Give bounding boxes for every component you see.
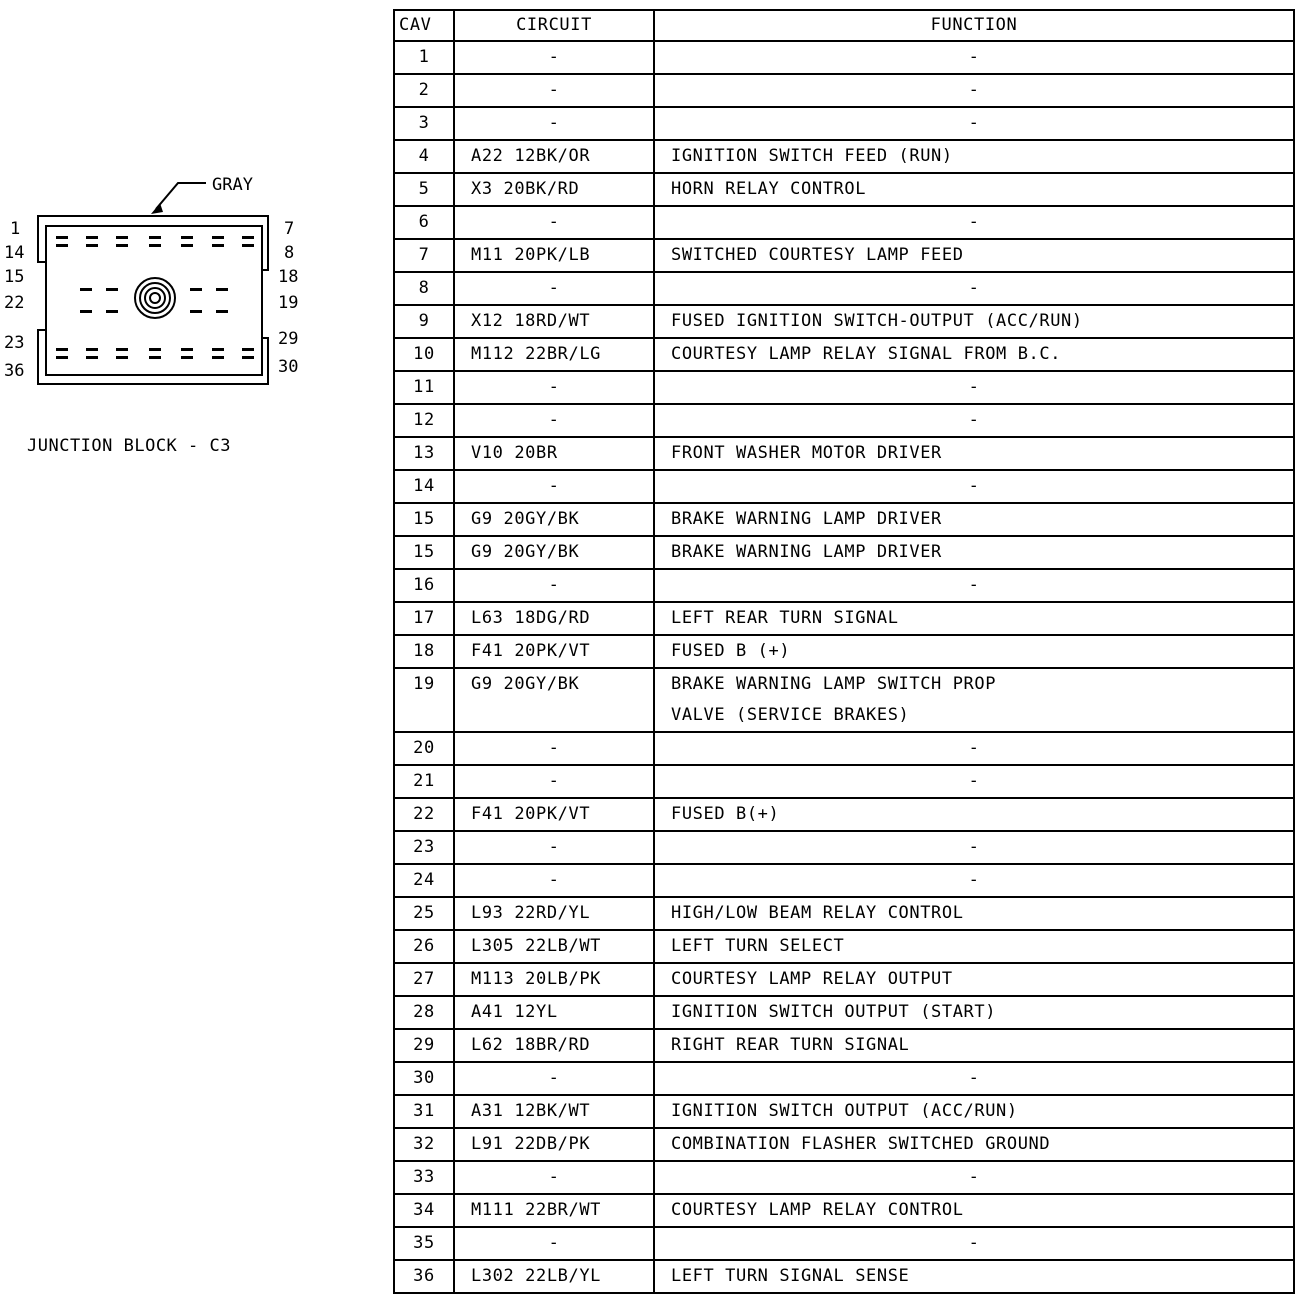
function-text: - <box>968 377 980 397</box>
cell-function <box>654 338 1294 371</box>
cell-cav: 36 <box>394 1260 454 1293</box>
cell-cav: 3 <box>394 107 454 140</box>
cell-circuit: - <box>454 831 654 864</box>
cell-cav: 31 <box>394 1095 454 1128</box>
table-row <box>394 1062 1294 1095</box>
function-text: LEFT TURN SIGNAL SENSE <box>671 1266 910 1286</box>
pin-label-22: 22 <box>4 293 25 313</box>
cell-function <box>654 831 1294 864</box>
table-row <box>394 1095 1294 1128</box>
cell-cav: 34 <box>394 1194 454 1227</box>
cell-function <box>654 635 1294 668</box>
function-text: FUSED B (+) <box>671 641 791 661</box>
function-text: RIGHT REAR TURN SIGNAL <box>671 1035 910 1055</box>
cell-cav: 12 <box>394 404 454 437</box>
cell-cav: 22 <box>394 798 454 831</box>
table-row <box>394 1128 1294 1161</box>
cell-function <box>654 1128 1294 1161</box>
function-text: - <box>968 476 980 496</box>
cell-function <box>654 668 1294 732</box>
pin-label-18: 18 <box>278 267 299 287</box>
cell-cav: 15 <box>394 536 454 569</box>
pin-label-15: 15 <box>4 267 25 287</box>
cell-cav: 11 <box>394 371 454 404</box>
cell-circuit: L305 22LB/WT <box>454 930 654 963</box>
cell-circuit: - <box>454 569 654 602</box>
function-text: - <box>968 1233 980 1253</box>
cell-cav: 14 <box>394 470 454 503</box>
cell-function <box>654 140 1294 173</box>
cell-cav: 29 <box>394 1029 454 1062</box>
terminal-row-bottom <box>56 348 254 359</box>
cell-function <box>654 1194 1294 1227</box>
function-text: - <box>968 212 980 232</box>
cell-circuit: - <box>454 371 654 404</box>
function-text: IGNITION SWITCH OUTPUT (ACC/RUN) <box>671 1101 1018 1121</box>
cell-circuit: - <box>454 404 654 437</box>
cell-cav: 7 <box>394 239 454 272</box>
function-text: HORN RELAY CONTROL <box>671 179 867 199</box>
pinout-table <box>393 9 1295 1294</box>
cell-function <box>654 1227 1294 1260</box>
cell-function <box>654 1095 1294 1128</box>
table-row <box>394 404 1294 437</box>
table-row <box>394 41 1294 74</box>
cell-cav: 19 <box>394 668 454 732</box>
function-text: BRAKE WARNING LAMP DRIVER <box>671 509 942 529</box>
table-row <box>394 371 1294 404</box>
cell-cav: 6 <box>394 206 454 239</box>
table-row <box>394 107 1294 140</box>
function-text: - <box>968 837 980 857</box>
cell-circuit: F41 20PK/VT <box>454 635 654 668</box>
cell-circuit: - <box>454 1227 654 1260</box>
table-row <box>394 470 1294 503</box>
function-text: COMBINATION FLASHER SWITCHED GROUND <box>671 1134 1051 1154</box>
cell-circuit: M11 20PK/LB <box>454 239 654 272</box>
table-row <box>394 338 1294 371</box>
table-row <box>394 668 1294 732</box>
pin-label-19: 19 <box>278 293 299 313</box>
table-row <box>394 239 1294 272</box>
function-text: LEFT TURN SELECT <box>671 936 845 956</box>
cell-circuit: F41 20PK/VT <box>454 798 654 831</box>
cell-cav: 32 <box>394 1128 454 1161</box>
cell-function <box>654 404 1294 437</box>
terminal-row-middle <box>80 288 228 313</box>
terminal-row-top <box>56 236 254 247</box>
function-text: - <box>968 771 980 791</box>
cell-circuit: - <box>454 732 654 765</box>
cell-circuit: M112 22BR/LG <box>454 338 654 371</box>
table-row <box>394 140 1294 173</box>
cell-function <box>654 930 1294 963</box>
cell-function <box>654 41 1294 74</box>
table-row <box>394 864 1294 897</box>
cell-function <box>654 798 1294 831</box>
table-row <box>394 732 1294 765</box>
table-row <box>394 305 1294 338</box>
table-row <box>394 272 1294 305</box>
table-row <box>394 1029 1294 1062</box>
cell-function <box>654 602 1294 635</box>
cell-function <box>654 1029 1294 1062</box>
cell-cav: 35 <box>394 1227 454 1260</box>
function-text: IGNITION SWITCH FEED (RUN) <box>671 146 953 166</box>
function-text: FUSED IGNITION SWITCH-OUTPUT (ACC/RUN) <box>671 311 1083 331</box>
pin-label-30: 30 <box>278 357 299 377</box>
cell-cav: 23 <box>394 831 454 864</box>
function-text: FUSED B(+) <box>671 804 780 824</box>
table-row <box>394 930 1294 963</box>
cell-circuit: L62 18BR/RD <box>454 1029 654 1062</box>
cell-function <box>654 305 1294 338</box>
cell-function <box>654 1062 1294 1095</box>
cell-cav: 13 <box>394 437 454 470</box>
pin-label-36: 36 <box>4 361 25 381</box>
cell-circuit: A31 12BK/WT <box>454 1095 654 1128</box>
center-bolt-icon <box>135 278 175 318</box>
function-text: - <box>968 738 980 758</box>
function-text: - <box>968 575 980 595</box>
pin-label-23: 23 <box>4 333 25 353</box>
cell-cav: 25 <box>394 897 454 930</box>
cell-circuit: - <box>454 272 654 305</box>
function-text: - <box>968 1068 980 1088</box>
header-circuit: CIRCUIT <box>454 10 654 41</box>
table-row <box>394 635 1294 668</box>
table-row <box>394 173 1294 206</box>
cell-circuit: - <box>454 470 654 503</box>
cell-function <box>654 569 1294 602</box>
cell-circuit: - <box>454 1161 654 1194</box>
cell-circuit: - <box>454 1062 654 1095</box>
cell-circuit: - <box>454 206 654 239</box>
cell-function <box>654 206 1294 239</box>
table-row <box>394 536 1294 569</box>
table-row <box>394 765 1294 798</box>
cell-circuit: - <box>454 41 654 74</box>
cell-cav: 17 <box>394 602 454 635</box>
cell-function <box>654 503 1294 536</box>
table-row <box>394 569 1294 602</box>
cell-cav: 30 <box>394 1062 454 1095</box>
cell-function <box>654 272 1294 305</box>
cell-cav: 33 <box>394 1161 454 1194</box>
cell-circuit: L93 22RD/YL <box>454 897 654 930</box>
table-row <box>394 74 1294 107</box>
pin-label-7: 7 <box>284 219 295 239</box>
cell-cav: 9 <box>394 305 454 338</box>
cell-function <box>654 470 1294 503</box>
cell-cav: 4 <box>394 140 454 173</box>
cell-cav: 5 <box>394 173 454 206</box>
cell-function <box>654 74 1294 107</box>
function-text: COURTESY LAMP RELAY CONTROL <box>671 1200 964 1220</box>
table-row <box>394 996 1294 1029</box>
table-row <box>394 798 1294 831</box>
cell-circuit: A41 12YL <box>454 996 654 1029</box>
cell-circuit: - <box>454 765 654 798</box>
cell-function <box>654 371 1294 404</box>
pin-label-14: 14 <box>4 243 25 263</box>
cell-function <box>654 1260 1294 1293</box>
function-text: - <box>968 870 980 890</box>
cell-cav: 1 <box>394 41 454 74</box>
cell-cav: 21 <box>394 765 454 798</box>
function-text: SWITCHED COURTESY LAMP FEED <box>671 245 964 265</box>
pin-label-29: 29 <box>278 329 299 349</box>
table-row <box>394 437 1294 470</box>
pin-label-1: 1 <box>10 219 21 239</box>
function-text: - <box>968 113 980 133</box>
cell-circuit: G9 20GY/BK <box>454 668 654 732</box>
table-row <box>394 1227 1294 1260</box>
cell-circuit: X12 18RD/WT <box>454 305 654 338</box>
cell-circuit: G9 20GY/BK <box>454 503 654 536</box>
cell-circuit: L91 22DB/PK <box>454 1128 654 1161</box>
cell-function <box>654 536 1294 569</box>
cell-function <box>654 732 1294 765</box>
pin-label-8: 8 <box>284 243 295 263</box>
function-text: IGNITION SWITCH OUTPUT (START) <box>671 1002 997 1022</box>
cell-circuit: - <box>454 864 654 897</box>
cell-circuit: M111 22BR/WT <box>454 1194 654 1227</box>
function-text: - <box>968 47 980 67</box>
cell-function <box>654 107 1294 140</box>
table-row <box>394 1260 1294 1293</box>
cell-cav: 10 <box>394 338 454 371</box>
cell-cav: 26 <box>394 930 454 963</box>
cell-function <box>654 765 1294 798</box>
function-text: BRAKE WARNING LAMP SWITCH PROP <box>671 674 997 694</box>
table-row <box>394 1194 1294 1227</box>
cell-circuit: L302 22LB/YL <box>454 1260 654 1293</box>
cell-function <box>654 1161 1294 1194</box>
header-cav: CAV <box>394 10 454 41</box>
table-row <box>394 206 1294 239</box>
color-label-arrowhead <box>151 203 163 214</box>
cell-function <box>654 173 1294 206</box>
function-text: COURTESY LAMP RELAY OUTPUT <box>671 969 953 989</box>
cell-function <box>654 239 1294 272</box>
function-text: - <box>968 410 980 430</box>
table-row <box>394 602 1294 635</box>
connector-caption: JUNCTION BLOCK - C3 <box>27 436 231 456</box>
cell-cav: 24 <box>394 864 454 897</box>
cell-function <box>654 963 1294 996</box>
cell-cav: 2 <box>394 74 454 107</box>
table-row <box>394 503 1294 536</box>
table-row <box>394 963 1294 996</box>
cell-cav: 18 <box>394 635 454 668</box>
cell-circuit: V10 20BR <box>454 437 654 470</box>
function-text: - <box>968 1167 980 1187</box>
cell-circuit: L63 18DG/RD <box>454 602 654 635</box>
cell-cav: 8 <box>394 272 454 305</box>
cell-circuit: G9 20GY/BK <box>454 536 654 569</box>
table-body <box>394 41 1294 1293</box>
cell-function <box>654 996 1294 1029</box>
cell-function <box>654 437 1294 470</box>
function-text: - <box>968 278 980 298</box>
table-row <box>394 897 1294 930</box>
header-function: FUNCTION <box>654 10 1294 41</box>
function-text: VALVE (SERVICE BRAKES) <box>671 705 910 725</box>
cell-circuit: X3 20BK/RD <box>454 173 654 206</box>
cell-cav: 15 <box>394 503 454 536</box>
cell-circuit: A22 12BK/OR <box>454 140 654 173</box>
table-row <box>394 831 1294 864</box>
cell-circuit: - <box>454 107 654 140</box>
function-text: COURTESY LAMP RELAY SIGNAL FROM B.C. <box>671 344 1062 364</box>
cell-cav: 16 <box>394 569 454 602</box>
function-text: - <box>968 80 980 100</box>
connector-diagram <box>0 170 320 470</box>
cell-cav: 20 <box>394 732 454 765</box>
function-text: FRONT WASHER MOTOR DRIVER <box>671 443 942 463</box>
function-text: HIGH/LOW BEAM RELAY CONTROL <box>671 903 964 923</box>
function-text: BRAKE WARNING LAMP DRIVER <box>671 542 942 562</box>
cell-cav: 27 <box>394 963 454 996</box>
function-text: LEFT REAR TURN SIGNAL <box>671 608 899 628</box>
cell-cav: 28 <box>394 996 454 1029</box>
cell-circuit: M113 20LB/PK <box>454 963 654 996</box>
cell-circuit: - <box>454 74 654 107</box>
color-label-leader <box>156 183 206 209</box>
table-row <box>394 1161 1294 1194</box>
table-header-row <box>394 10 1294 41</box>
connector-color-label: GRAY <box>212 175 253 195</box>
cell-function <box>654 897 1294 930</box>
cell-function <box>654 864 1294 897</box>
